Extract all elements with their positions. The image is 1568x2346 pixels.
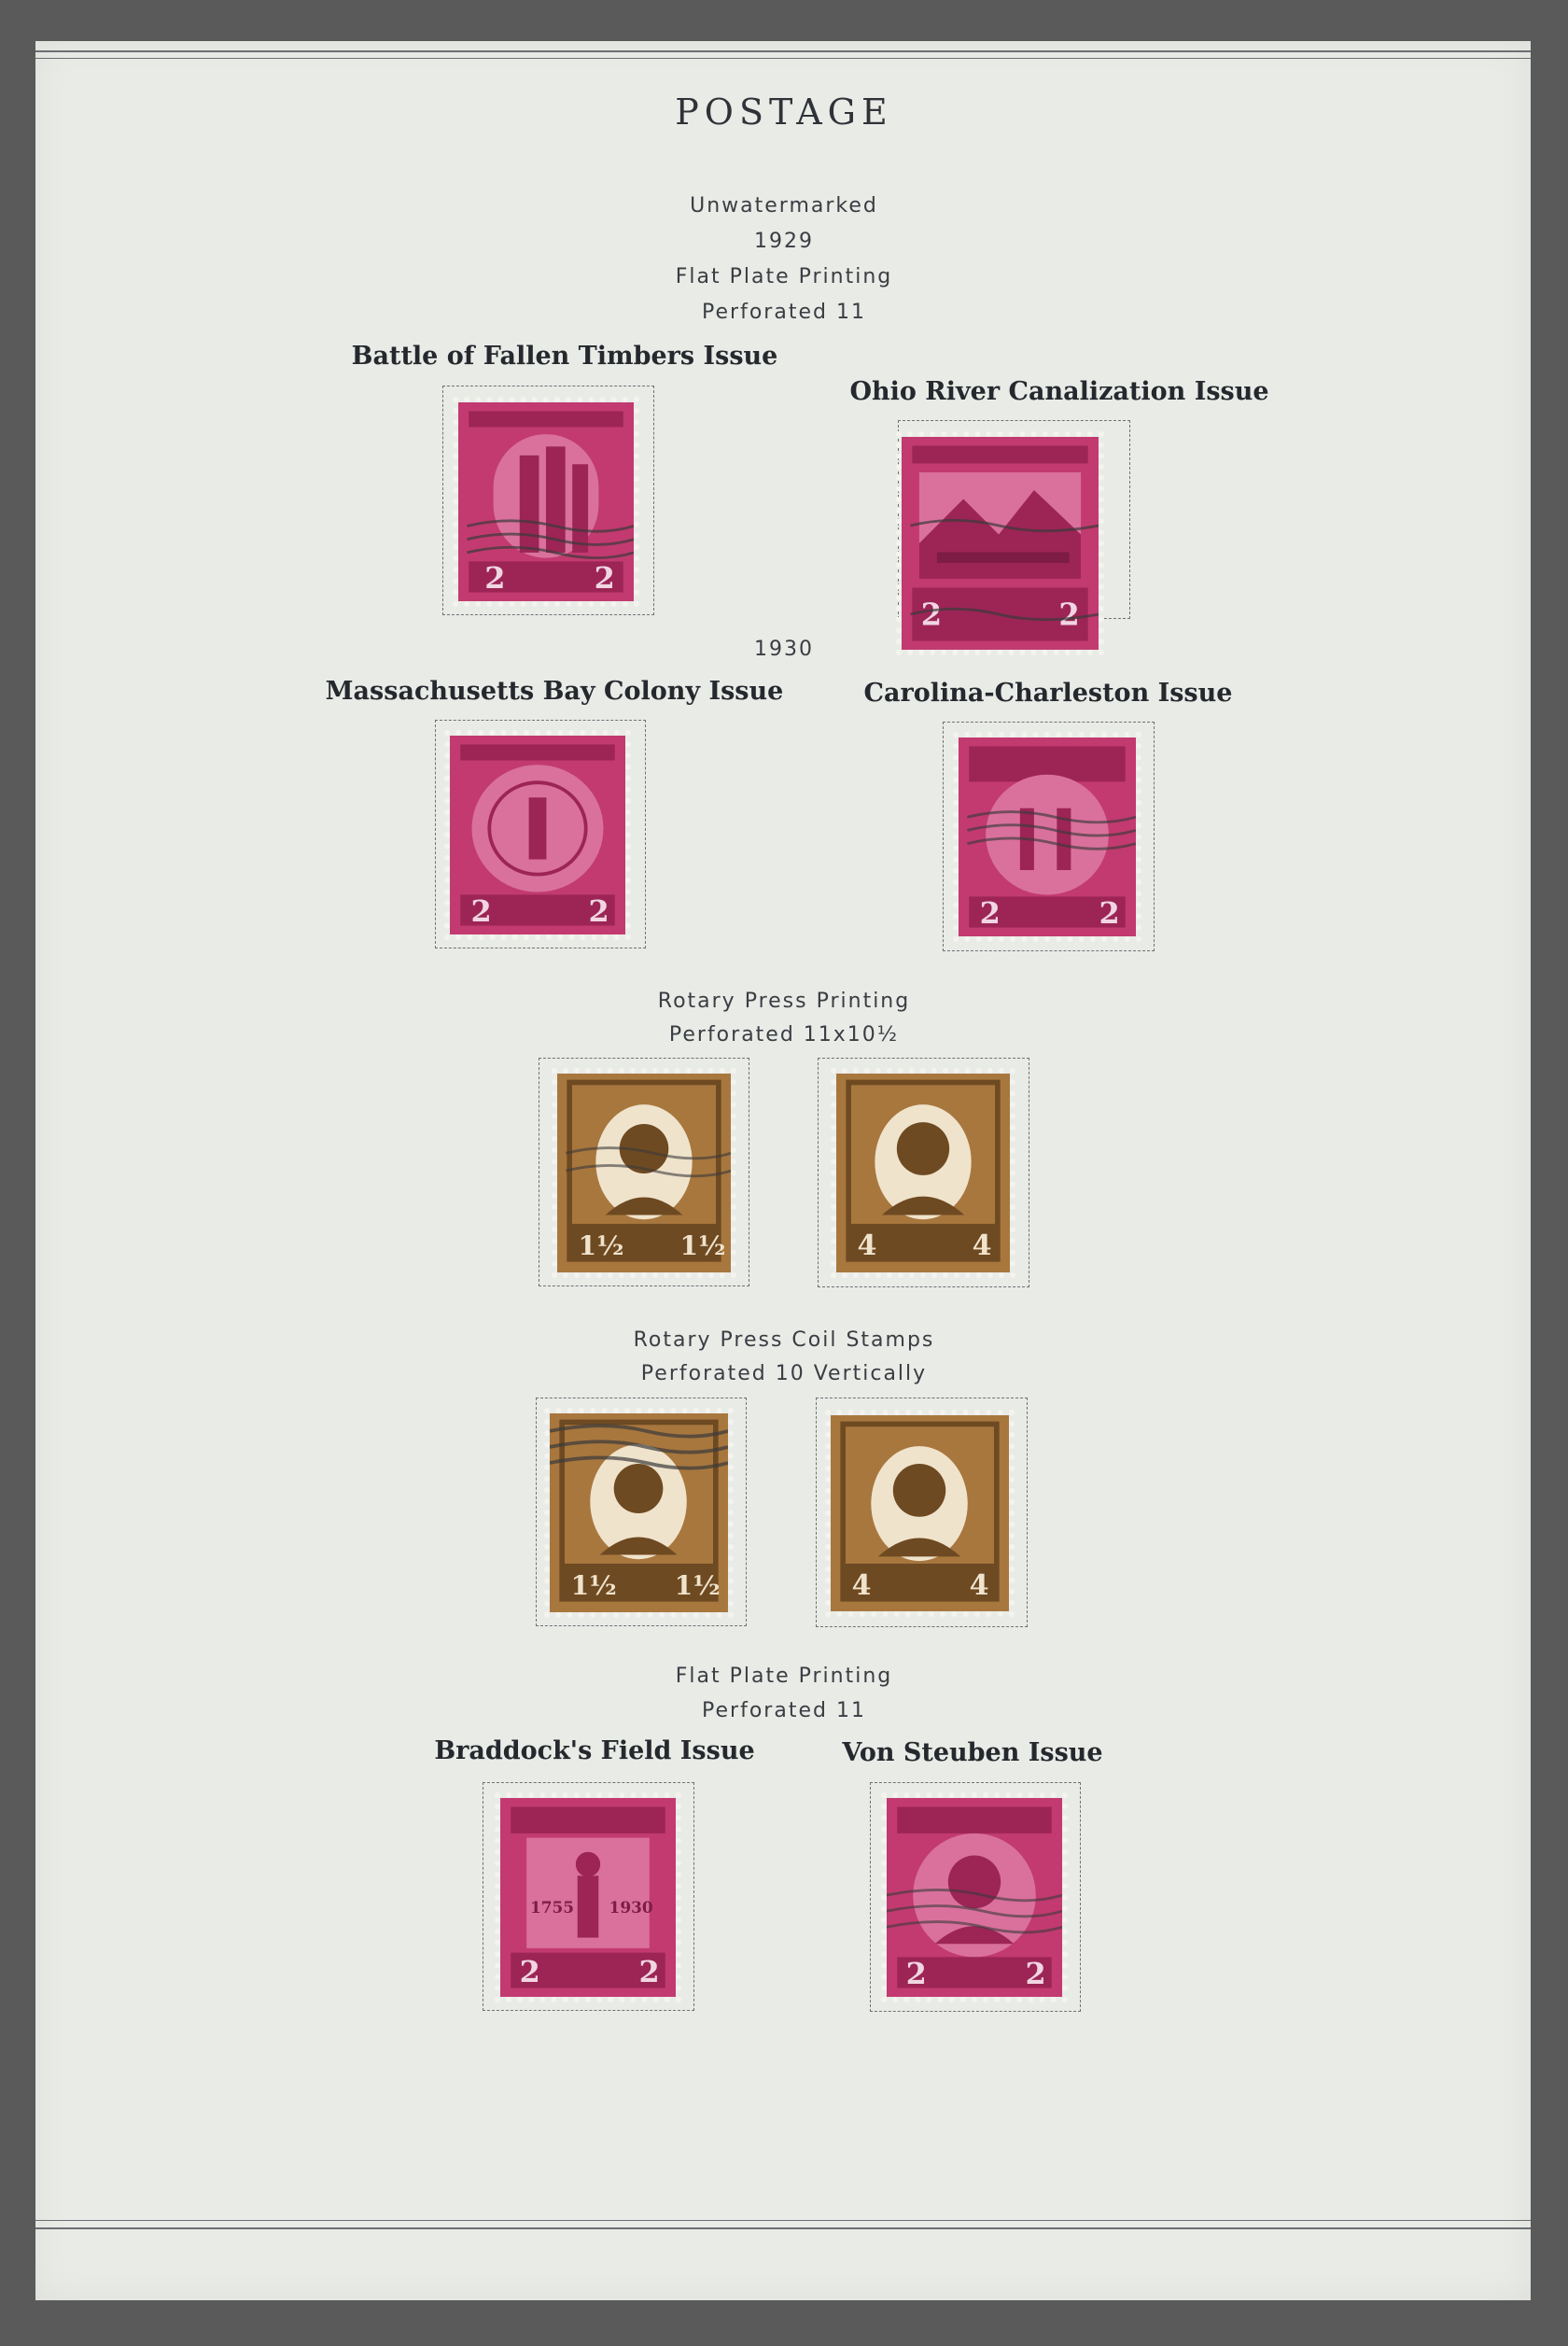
svg-text:2: 2 [1025,1955,1046,1991]
svg-text:1½: 1½ [578,1229,624,1262]
section-flat-plate-perforation: Perforated 11 [702,1699,866,1722]
section-rotary-press-perforation: Perforated 11x10½ [668,1023,900,1047]
svg-text:1½: 1½ [570,1568,617,1602]
section-rotary-coil: Rotary Press Coil Stamps [633,1328,935,1352]
bottom-rule-thin [35,2220,1531,2221]
svg-text:1½: 1½ [679,1229,726,1262]
bottom-rule [35,2227,1531,2229]
svg-text:4: 4 [969,1568,989,1603]
svg-text:4: 4 [972,1229,992,1263]
svg-text:2: 2 [484,559,506,596]
issue-title-von-steuben: Von Steuben Issue [842,1738,1103,1767]
svg-text:2: 2 [1099,894,1120,931]
stamp-carolina-charleston [953,732,1141,942]
page-title: POSTAGE [675,91,893,133]
stamp-fallen-timbers [453,397,639,607]
stamp-taft-rotary [831,1068,1015,1278]
svg-text:4: 4 [857,1229,877,1263]
subtitle-printing: Flat Plate Printing [675,265,893,288]
svg-text:1½: 1½ [674,1568,721,1602]
svg-text:2: 2 [905,1955,927,1991]
stamp-ohio-river [896,431,1104,655]
stamp-braddocks-field [495,1792,681,2002]
issue-title-braddocks-field: Braddock's Field Issue [434,1736,755,1765]
subtitle-year-1929: 1929 [754,230,814,253]
svg-text:2: 2 [1058,597,1080,633]
svg-text:2: 2 [519,1953,540,1989]
stamp-von-steuben [881,1792,1068,2002]
issue-title-carolina-charleston: Carolina-Charleston Issue [863,679,1233,708]
svg-text:2: 2 [979,894,1001,931]
issue-title-ohio-river: Ohio River Canalization Issue [849,377,1269,406]
issue-title-massachusetts-bay: Massachusetts Bay Colony Issue [325,677,784,706]
svg-text:2: 2 [594,559,615,596]
section-rotary-press: Rotary Press Printing [657,990,911,1013]
svg-text:1755: 1755 [529,1899,575,1918]
subtitle-perforation: Perforated 11 [702,301,866,324]
issue-title-fallen-timbers: Battle of Fallen Timbers Issue [351,342,778,371]
svg-text:2: 2 [588,892,609,929]
stamp-harding-rotary [552,1068,736,1278]
top-rule-thin [35,58,1531,59]
svg-text:1930: 1930 [609,1899,653,1918]
svg-text:2: 2 [920,597,943,633]
top-rule [35,50,1531,52]
svg-text:2: 2 [470,892,492,929]
stamp-taft-coil [825,1410,1015,1617]
stamp-massachusetts-bay [444,730,631,940]
svg-text:4: 4 [851,1568,872,1603]
svg-text:2: 2 [638,1953,660,1989]
stamp-harding-coil [544,1408,734,1618]
subtitle-unwatermarked: Unwatermarked [690,194,878,218]
section-rotary-coil-perforation: Perforated 10 Vertically [640,1362,928,1385]
year-1930: 1930 [754,638,814,661]
section-flat-plate: Flat Plate Printing [675,1665,893,1688]
